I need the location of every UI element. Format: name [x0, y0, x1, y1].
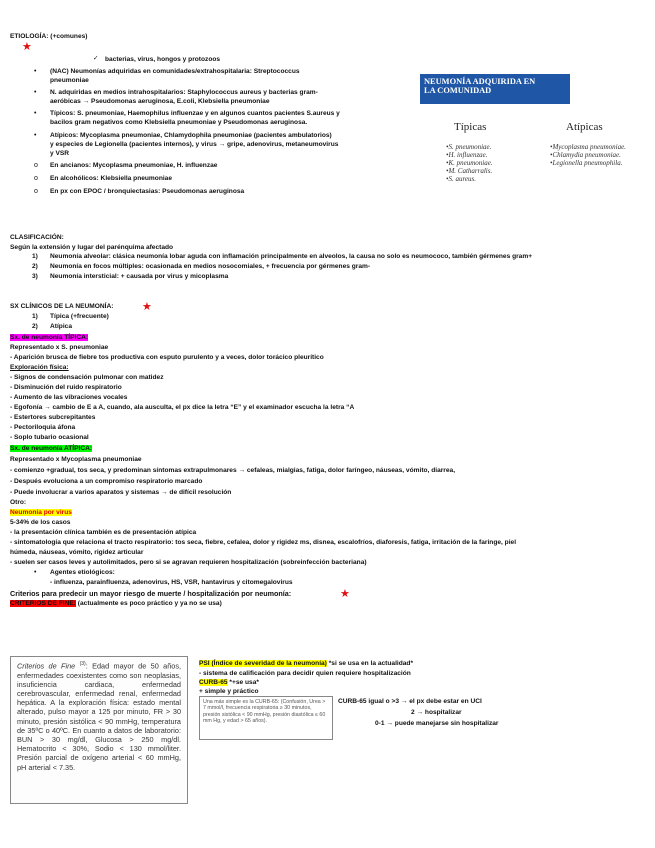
nac-col1-item: •H. influenzae. [446, 151, 488, 159]
check-icon: ✓ [93, 55, 99, 62]
exploracion-line: - Estertores subcrepitantes [10, 414, 96, 421]
etiologia-item: (NAC) Neumonías adquiridas en comunidades/extrahospitalaria: Streptococcus [50, 68, 300, 75]
star-icon: ★ [340, 588, 350, 600]
sx-tipica-line: Representado x S. pneumoniae [10, 344, 109, 351]
clasificacion-item: Neumonía intersticial: + causada por virus y micoplasma [50, 273, 229, 280]
virus-line: - sintomatología que relaciona el tracto respiratorio: tos seca, fiebre, cefalea, dolor y rigidez ms, disnea, escalofríos, diaforesis, fatiga, irritación de la faringe, piel [10, 539, 517, 546]
etiologia-sub-item: En ancianos: Mycoplasma pneumoniae, H. influenzae [50, 162, 218, 169]
fine-note: (actualmente es poco práctico y ya no se usa) [75, 600, 222, 607]
agentes-line: - influenza, parainfluenza, adenovirus, HS, VSR, hantavirus y citomegalovirus [50, 579, 293, 586]
psi-note: *si se usa en la actualidad* [326, 660, 414, 667]
fine-criteria-box [10, 656, 188, 804]
etiologia-item: y especies de Legionella (pacientes internos), y virus → gripe, adenovirus, metaneumovirus [50, 141, 339, 148]
psi-line2: - sistema de calificación para decidir quien requiere hospitalización [199, 670, 411, 677]
nac-col1-item: •S. aureus. [446, 175, 476, 183]
list-number: 2) [32, 263, 38, 270]
exploracion-line: - Egofonía → cambio de E a A, cuando, ala ausculta, el px dice la letra “E” y el examinador escucha la letra “A [10, 404, 355, 411]
criterios-title: Criterios para predecir un mayor riesgo de muerte / hospitalización por neumonía: [10, 589, 292, 598]
virus-label [10, 509, 72, 517]
bullet-icon: o [34, 175, 38, 182]
nac-box-title [420, 74, 570, 104]
etiologia-item: N. adquiridas en medios intrahospitalarios: Staphylococcus aureus y bacterias gram- [50, 89, 318, 96]
clasificacion-item: Neumonía alveolar: clásica neumonía lobar aguda con inflamación principalmente en alveolos, la causa no solo es neumococo, también gérmenes gram+ [50, 253, 533, 260]
nac-col2-item: •Mycoplasma pneumoniae. [550, 143, 626, 151]
virus-line: - suelen ser casos leves y autolimitados, pero si se agravan requieren hospitalización (sobreinfección bacteriana) [10, 559, 367, 566]
fine-box-title: Criterios de Fine [17, 661, 76, 671]
fine-label: CRITERIOS DE FINE: [10, 600, 76, 607]
etiologia-item: Atípicos: Mycoplasma pneumoniae, Chlamydophila pneumoniae (pacientes ambulatorios) [50, 132, 332, 139]
nac-col2-list [550, 143, 626, 167]
sx-title: SX CLÍNICOS DE LA NEUMONÍA: [10, 303, 114, 310]
otro-label: Otro: [10, 499, 27, 506]
nac-col2-header: Atípicas [566, 121, 603, 133]
sx-tipica-line: - Aparición brusca de fiebre tos productiva con esputo purulento y a veces, dolor torácico pleurítico [10, 354, 324, 361]
fine-label-line [10, 600, 222, 608]
nac-col1-list [446, 143, 493, 183]
etiologia-sub-item: En px con EPOC / bronquiectasias: Pseudomonas aeruginosa [50, 188, 245, 195]
psi-label: PSI (Índice de severidad de la neumonía) [199, 660, 327, 667]
etiologia-item: pneumoniae [50, 77, 89, 84]
sx-atipica-line: - comienzo +gradual, tos seca, y predominan síntomas extrapulmonares → cefaleas, mialgias, fatiga, dolor faríngeo, náuseas, vómito, diarrea, [10, 467, 456, 474]
nac-col1-item: •S. pneumoniae. [446, 143, 492, 151]
agentes-label: Agentes etiológicos: [50, 569, 115, 576]
clasificacion-title: CLASIFICACIÓN: [10, 234, 64, 241]
sx-atipica-line: Representado x Mycoplasma pneumoniae [10, 456, 142, 463]
sx-type: Típica (+frecuente) [50, 313, 109, 320]
bullet-icon: • [34, 68, 37, 75]
virus-label-text: Neumonía por virus [10, 509, 72, 516]
curb-box: Una más simple es la CURB-65: (Confusión, Urea > 7 mmol/l, frecuencia respiratoria ≥ 30 minutos, presión sistólica < 90 mmHg, presión diastólica ≤ 60 mm Hg, y edad > 65 años). [199, 696, 333, 740]
star-icon: ★ [142, 301, 152, 313]
sx-atipica-line: - Puede involucrar a varios aparatos y sistemas → de difícil resolución [10, 489, 232, 496]
nac-box-title-line: NEUMONÍA ADQUIRIDA EN [424, 77, 536, 86]
clasificacion-intro: Según la extensión y lugar del parénquima afectado [10, 244, 174, 251]
psi-line [199, 660, 413, 668]
nac-col1-item: •M. Catharralis. [446, 167, 493, 175]
etiologia-check-item: bacterias, virus, hongos y protozoos [105, 56, 221, 63]
virus-line: - la presentación clínica también es de presentación atípica [10, 529, 197, 536]
clasificacion-item: Neumonía en focos múltiples: ocasionada en medios nosocomiales, + frecuencia por gérmenes gram- [50, 263, 371, 270]
exploracion-line: - Signos de condensación pulmonar con matidez [10, 374, 164, 381]
curb-note: *+se usa* [227, 679, 259, 686]
sx-tipica-label-text: Sx. de neumonía TÍPICA: [10, 334, 89, 341]
fine-box-ref: (3) [79, 661, 86, 667]
curb-result: 0-1 → puede manejarse sin hospitalizar [375, 720, 499, 727]
curb-label: CURB-65 [199, 679, 228, 686]
nac-col1-item: •K. pneumoniae. [446, 159, 493, 167]
bullet-icon: • [34, 569, 37, 576]
nac-box-title-line: LA COMUNIDAD [424, 86, 492, 95]
sx-type: Atípica [50, 323, 72, 330]
virus-line: 5-34% de los casos [10, 519, 71, 526]
list-number: 3) [32, 273, 38, 280]
bullet-icon: o [34, 162, 38, 169]
sx-atipica-line: - Después evoluciona a un compromiso respiratorio marcado [10, 478, 203, 485]
etiologia-title: ETIOLOGÍA: (+comunes) [10, 33, 88, 40]
bullet-icon: • [34, 89, 37, 96]
bullet-icon: • [34, 110, 37, 117]
sx-tipica-label [10, 334, 88, 342]
etiologia-item: Típicos: S. pneumoniae, Haemophilus influenzae y en algunos cuantos pacientes S.aureus y [50, 110, 340, 117]
bullet-icon: • [34, 132, 37, 139]
curb-line [199, 679, 259, 687]
exploracion-line: - Disminución del ruido respiratorio [10, 384, 122, 391]
curb-simple: + simple y práctico [199, 688, 259, 695]
virus-line: húmeda, náuseas, vómito, rigidez articular [10, 549, 144, 556]
etiologia-item: aeróbicas → Pseudomonas aeruginosa, E.coli, Klebsiella pneumoniae [50, 98, 270, 105]
star-icon: ★ [22, 41, 32, 53]
exploracion-line: - Pectoriloquia áfona [10, 424, 76, 431]
sx-atipica-label-text: Sx. de neumonía ATÍPICA: [10, 445, 93, 452]
bullet-icon: o [34, 188, 38, 195]
fine-box-text: : Edad mayor de 50 años, enfermedades coexistentes como son neoplasias, insuficiencia cardiaca, enfermedad cerebrovascular, enfermedad renal, enfermedad hepática. A la exploración física: estado mental alterado, pulso mayor a 125 por minuto, FR > 30 minuto, presión sistólica < 90 mmHg, temperatura de 35ºC o 40ºC. En cuanto a datos de laboratorio: BUN > 30 mg/dl, Glucosa > 250 mg/dl. Hematocrito < 30%, Sodio < 130 mmol/liter. Presión parcial de oxígeno arterial < 60 mmHg, pH arterial < 7.35. [17, 661, 181, 772]
list-number: 1) [32, 313, 38, 320]
nac-col2-item: •Chlamydia pneumoniae. [550, 151, 621, 159]
exploracion-label: Exploración física: [10, 364, 69, 371]
exploracion-line: - Aumento de las vibraciones vocales [10, 394, 128, 401]
curb-result: CURB-65 igual o >3 → el px debe estar en UCI [338, 698, 482, 705]
etiologia-sub-item: En alcohólicos: Klebsiella pneumoniae [50, 175, 173, 182]
etiologia-item: bacilos gram negativos como Klebsiella pneumoniae y Pseudomonas aeruginosa. [50, 119, 308, 126]
etiologia-item: y VSR [50, 150, 70, 157]
list-number: 1) [32, 253, 38, 260]
curb-result: 2 → hospitalizar [411, 709, 462, 716]
nac-col2-item: •Legionella pneumophila. [550, 159, 623, 167]
list-number: 2) [32, 323, 38, 330]
sx-atipica-label [10, 445, 92, 453]
nac-col1-header: Típicas [454, 121, 487, 133]
exploracion-line: - Soplo tubario ocasional [10, 434, 89, 441]
